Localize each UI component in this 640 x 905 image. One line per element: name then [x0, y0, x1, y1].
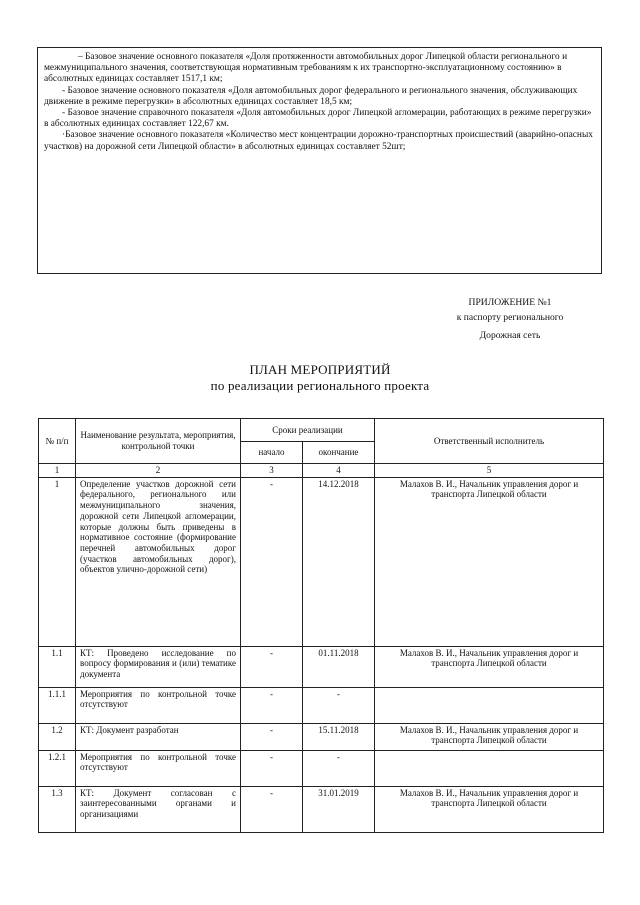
- table-row: [39, 723, 604, 750]
- row-name: КТ: Проведено исследование по вопросу формирования и (или) тематике документа: [76, 646, 241, 687]
- row-num: 1.1: [39, 646, 76, 687]
- row-responsible: Малахов В. И., Начальник управления дорог и транспорта Липецкой области: [375, 646, 604, 687]
- col-number: 4: [303, 464, 375, 478]
- row-num: 1.2: [39, 723, 76, 750]
- appendix-title: ПРИЛОЖЕНИЕ №1: [468, 297, 552, 308]
- appendix-subtitle: к паспорту регионального: [456, 312, 564, 323]
- plan-subtitle: по реализации регионального проекта: [210, 378, 430, 393]
- table-row: [39, 477, 604, 646]
- row-num: 1.3: [39, 786, 76, 832]
- appendix-project: Дорожная сеть: [479, 330, 541, 341]
- indicator-line-1: – Базовое значение основного показателя «Доля протяженности автомобильных дорог Липецкой области регионального и межмуниципального значения, соответствующая нормативным требованиям к их транспортно-эксплуатационному состоянию» в абсолютных единицах составляет 1517,1 км;: [44, 52, 568, 85]
- row-name: КТ: Документ разработан: [76, 723, 241, 750]
- row-start: -: [241, 786, 303, 832]
- row-start: -: [241, 750, 303, 786]
- row-num: 1.1.1: [39, 687, 76, 723]
- table-row: [39, 687, 604, 723]
- col-number: 5: [375, 464, 604, 478]
- row-responsible: Малахов В. И., Начальник управления дорог и транспорта Липецкой области: [375, 786, 604, 832]
- header-end: окончание: [303, 442, 375, 464]
- header-num: № п/п: [39, 419, 76, 464]
- row-responsible: [375, 750, 604, 786]
- header-responsible: Ответственный исполнитель: [375, 419, 604, 464]
- row-start: -: [241, 646, 303, 687]
- row-name: Определение участков дорожной сети федерального, регионального или межмуниципального значения, дорожной сети Липецкой агломерации, которые должны быть приведены в нормативное состояние (формирование перечней автомобильных дорог (участков автомобильных дорог), объектов улично-дорожной сети): [76, 477, 241, 646]
- row-start: -: [241, 723, 303, 750]
- table-row: [39, 750, 604, 786]
- row-name: Мероприятия по контрольной точке отсутствуют: [76, 750, 241, 786]
- row-start: -: [241, 687, 303, 723]
- row-end: -: [303, 687, 375, 723]
- row-end: 14.12.2018: [303, 477, 375, 646]
- plan-title: ПЛАН МЕРОПРИЯТИЙ: [249, 362, 391, 377]
- col-number: 2: [76, 464, 241, 478]
- table-row: [39, 786, 604, 832]
- indicator-line-2: - Базовое значение основного показателя «Доля автомобильных дорог федерального и регионального значения, обслуживающих движение в режиме перегрузки» в абсолютных единицах составляет 18,5 км;: [44, 85, 578, 107]
- col-number: 3: [241, 464, 303, 478]
- row-end: 31.01.2019: [303, 786, 375, 832]
- baseline-indicators-box: [37, 47, 602, 274]
- row-start: -: [241, 477, 303, 646]
- header-name: Наименование результата, мероприятия, контрольной точки: [76, 419, 241, 464]
- row-name: Мероприятия по контрольной точке отсутствуют: [76, 687, 241, 723]
- header-start: начало: [241, 442, 303, 464]
- col-number: 1: [39, 464, 76, 478]
- row-end: 01.11.2018: [303, 646, 375, 687]
- indicator-line-4: ·Базовое значение основного показателя «Количество мест концентрации дорожно-транспортных происшествий (аварийно-опасных участков) на дорожной сети Липецкой области» в абсолютных единицах составляет 52шт;: [44, 130, 593, 152]
- row-name: КТ: Документ согласован с заинтересованными органами и организациями: [76, 786, 241, 832]
- table-row: [39, 646, 604, 687]
- plan-table: [38, 418, 604, 833]
- row-end: 15.11.2018: [303, 723, 375, 750]
- row-responsible: Малахов В. И., Начальник управления дорог и транспорта Липецкой области: [375, 723, 604, 750]
- header-terms: Сроки реализации: [241, 419, 375, 442]
- row-responsible: Малахов В. И., Начальник управления дорог и транспорта Липецкой области: [375, 477, 604, 646]
- row-num: 1.2.1: [39, 750, 76, 786]
- indicator-line-3: - Базовое значение справочного показателя «Доля автомобильных дорог Липецкой агломерации, работающих в режиме перегрузки» в абсолютных единицах составляет 122,67 км.: [44, 108, 592, 130]
- row-num: 1: [39, 477, 76, 646]
- row-responsible: [375, 687, 604, 723]
- row-end: -: [303, 750, 375, 786]
